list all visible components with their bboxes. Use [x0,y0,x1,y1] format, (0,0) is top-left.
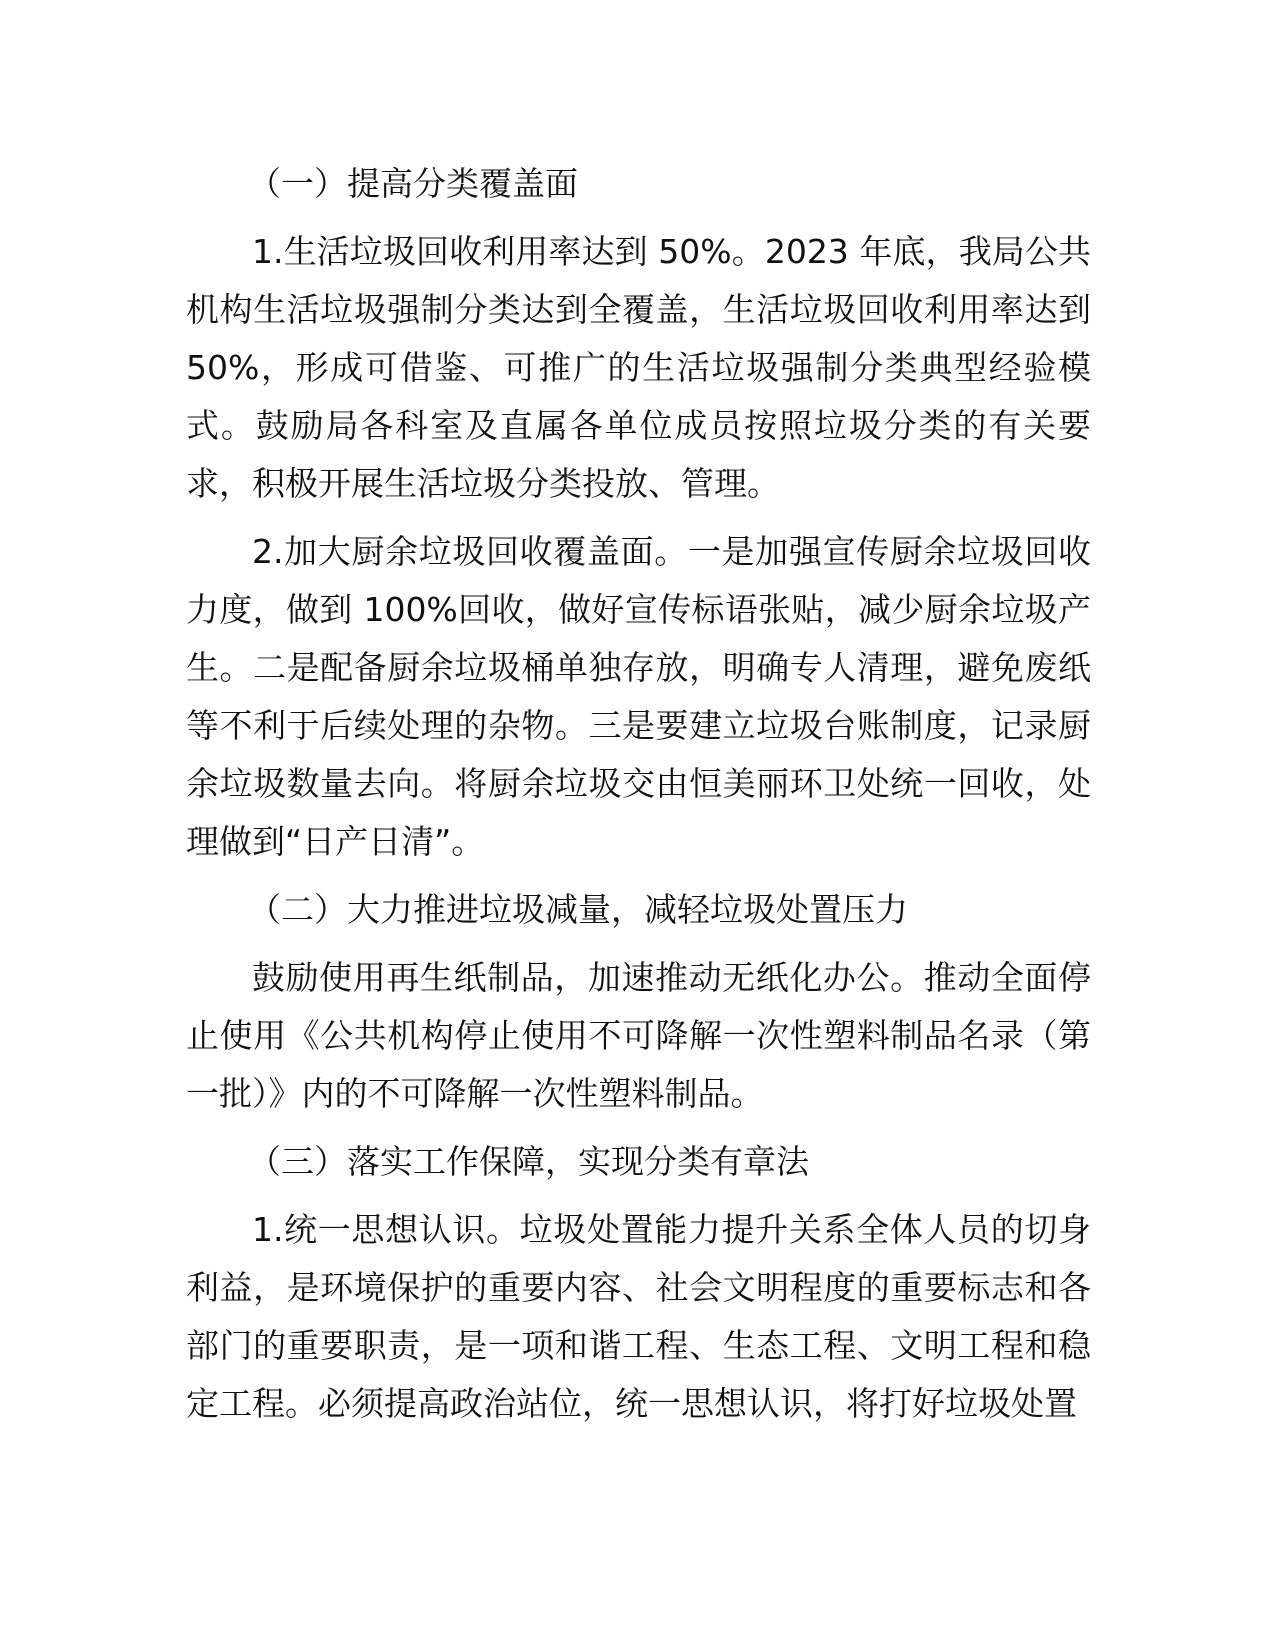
document-body [186,155,1091,1433]
paragraph-kitchen-waste: 2.加大厨余垃圾回收覆盖面。一是加强宣传厨余垃圾回收力度，做到 100%回收，做好宣传标语张贴，减少厨余垃圾产生。二是配备厨余垃圾桶单独存放，明确专人清理，避免废纸等不利于后续处理的杂物。三是要建立垃圾台账制度，记录厨余垃圾数量去向。将厨余垃圾交由恒美丽环卫处统一回收，处理做到“日产日清”。 [186,532,1091,861]
paragraph-unify-thinking: 1.统一思想认识。垃圾处置能力提升关系全体人员的切身利益，是环境保护的重要内容、社会文明程度的重要标志和各部门的重要职责，是一项和谐工程、生态工程、文明工程和稳定工程。必须提高政治站位，统一思想认识，将打好垃圾处置 [186,1210,1091,1423]
paragraph-waste-reduction: 鼓励使用再生纸制品，加速推动无纸化办公。推动全面停止使用《公共机构停止使用不可降解一次性塑料制品名录（第一批）》内的不可降解一次性塑料制品。 [186,958,1091,1113]
paragraph-recycling-rate: 1.生活垃圾回收利用率达到 50%。2023 年底，我局公共机构生活垃圾强制分类达到全覆盖，生活垃圾回收利用率达到 50%，形成可借鉴、可推广的生活垃圾强制分类典型经验模式。鼓励局各科室及直属各单位成员按照垃圾分类的有关要求，积极开展生活垃圾分类投放、管理。 [186,232,1091,503]
section-heading-3: （三）落实工作保障，实现分类有章法 [248,1142,809,1181]
section-heading-1: （一）提高分类覆盖面 [248,164,578,203]
section-heading-2: （二）大力推进垃圾减量，减轻垃圾处置压力 [248,890,908,929]
